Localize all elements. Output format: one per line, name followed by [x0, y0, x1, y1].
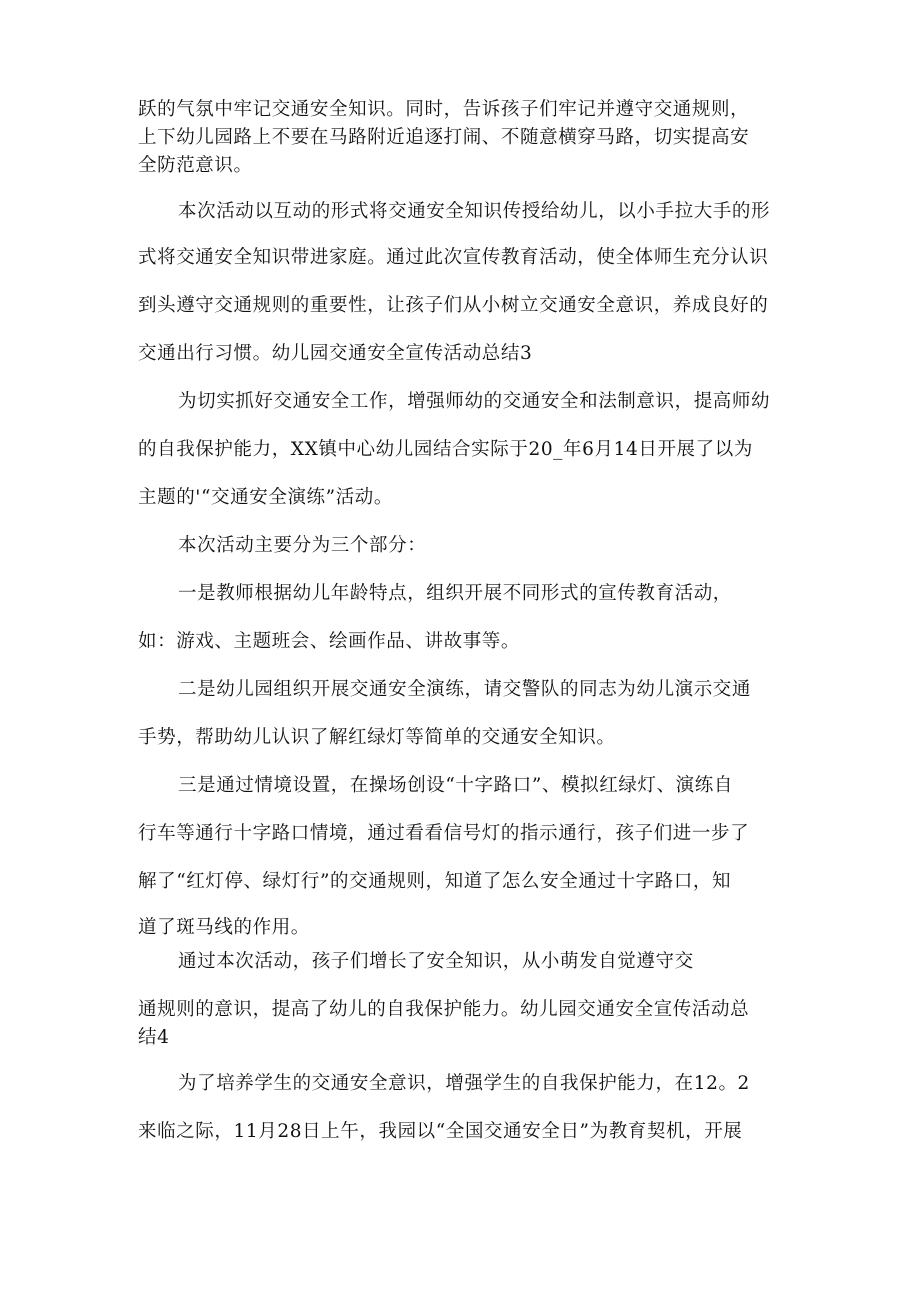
text-line-19: 道了斑马线的作用。 — [138, 917, 310, 938]
text-line-8: 为切实抓好交通安全工作，增强师幼的交通安全和法制意识，提高师幼 — [178, 391, 771, 412]
text-line-22: 结4 — [138, 1027, 170, 1048]
text-line-13: 如：游戏、主题班会、绘画作品、讲故事等。 — [138, 631, 521, 652]
text-line-10: 主题的'“交通安全演练”活动。 — [138, 487, 394, 508]
text-line-2: 上下幼儿园路上不要在马路附近追逐打闹、不随意横穿马路，切实提高安 — [138, 127, 750, 148]
text-line-16: 三是通过情境设置，在操场创设“十字路口”、模拟红绿灯、演练自 — [178, 775, 733, 796]
text-line-4: 本次活动以互动的形式将交通安全知识传授给幼儿，以小手拉大手的形 — [178, 201, 771, 222]
text-line-5: 式将交通安全知识带进家庭。通过此次宣传教育活动，使全体师生充分认识 — [138, 247, 769, 268]
text-line-7: 交通出行习惯。幼儿园交通安全宣传活动总结3 — [138, 343, 533, 364]
text-line-12: 一是教师根据幼儿年龄特点，组织开展不同形式的宣传教育活动， — [178, 583, 732, 604]
text-line-3: 全防范意识。 — [138, 155, 253, 176]
text-line-14: 二是幼儿园组织开展交通安全演练，请交警队的同志为幼儿演示交通 — [178, 679, 752, 700]
text-line-1: 跃的气氛中牢记交通安全知识。同时，告诉孩子们牢记并遵守交通规则， — [138, 99, 750, 120]
text-line-15: 手势，帮助幼儿认识了解红绿灯等简单的交通安全知识。 — [138, 727, 616, 748]
text-line-20: 通过本次活动，孩子们增长了安全知识，从小萌发自觉遵守交 — [178, 951, 694, 972]
text-line-18: 解了“红灯停、绿灯行”的交通规则，知道了怎么安全通过十字路口，知 — [138, 871, 732, 892]
text-line-23: 为了培养学生的交通安全意识，增强学生的自我保护能力，在12。2 — [178, 1073, 750, 1094]
text-line-17: 行车等通行十字路口情境，通过看看信号灯的指示通行，孩子们进一步了 — [138, 823, 750, 844]
text-line-24: 来临之际，11月28日上午，我园以“全国交通安全日”为教育契机，开展 — [138, 1121, 743, 1142]
text-line-11: 本次活动主要分为三个部分： — [178, 535, 427, 556]
text-line-9: 的自我保护能力，XX镇中心幼儿园结合实际于20_年6月14日开展了以为 — [138, 439, 753, 460]
text-line-6: 到头遵守交通规则的重要性，让孩子们从小树立交通安全意识，养成良好的 — [138, 295, 769, 316]
text-line-21: 通规则的意识，提高了幼儿的自我保护能力。幼儿园交通安全宣传活动总 — [138, 999, 750, 1020]
